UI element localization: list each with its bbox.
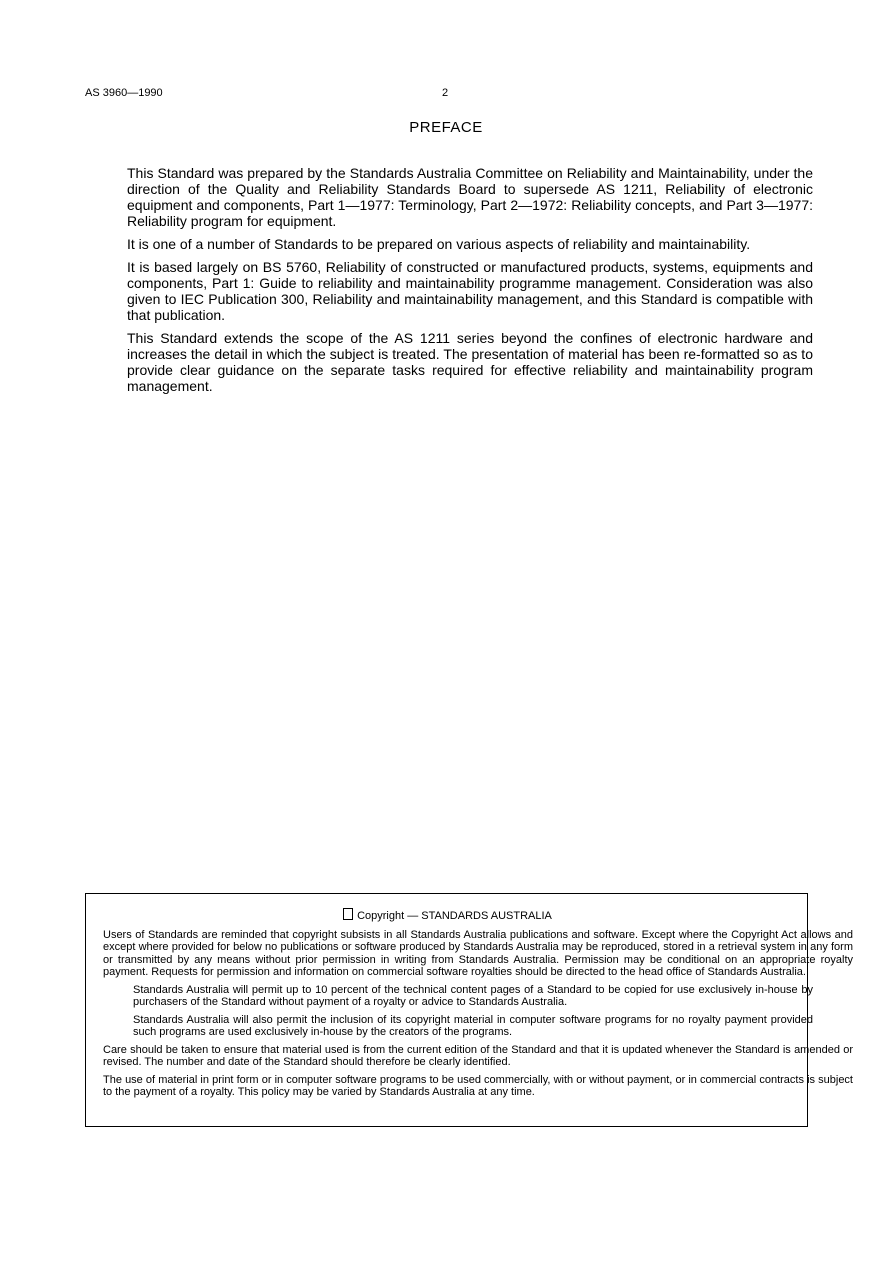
copyright-icon [343, 908, 353, 920]
preface-paragraph: This Standard extends the scope of the AS 1211 series beyond the confines of electronic hardware and increases the detail in which the subject is treated. The presentation of material has been re-formatted so as to provide clear guidance on the separate tasks required for effective reliability and maintainability program management. [127, 330, 813, 394]
copyright-paragraph: Care should be taken to ensure that material used is from the current edition of the Standard and that it is updated whenever the Standard is amended or revised. The number and date of the Standard should therefore be clearly identified. [103, 1043, 853, 1068]
preface-paragraph: It is based largely on BS 5760, Reliability of constructed or manufactured products, systems, equipments and components, Part 1: Guide to reliability and maintainability programme management. Consideration was also given to IEC Publication 300, Reliability and maintainability management, and this Standard is compatible with that publication. [127, 259, 813, 323]
preface-body [127, 165, 813, 401]
copyright-notice-content [103, 908, 853, 1104]
preface-paragraph: This Standard was prepared by the Standards Australia Committee on Reliability and Maintainability, under the direction of the Quality and Reliability Standards Board to supersede AS 1211, Reliability of electronic equipment and components, Part 1—1977: Terminology, Part 2—1972: Reliability concepts, and Part 3—1977: Reliability program for equipment. [127, 165, 813, 229]
copyright-title: Copyright — STANDARDS AUSTRALIA [357, 910, 552, 922]
page-number: 2 [442, 87, 449, 99]
copyright-indented-paragraph: Standards Australia will permit up to 10 percent of the technical content pages of a Standard to be copied for use exclusively in-house by purchasers of the Standard without payment of a royalty or advice to Standards Australia. [133, 983, 813, 1008]
copyright-notice-box [85, 893, 853, 1127]
document-number: AS 3960—1990 [85, 87, 163, 99]
copyright-indented-paragraph: Standards Australia will also permit the inclusion of its copyright material in computer software programs for no royalty payment provided such programs are used exclusively in-house by the creators of the programs. [133, 1013, 813, 1038]
copyright-paragraph: The use of material in print form or in computer software programs to be used commercially, with or without payment, or in commercial contracts is subject to the payment of a royalty. This policy may be varied by Standards Australia at any time. [103, 1073, 853, 1098]
preface-title: PREFACE [409, 119, 483, 136]
preface-paragraph: It is one of a number of Standards to be prepared on various aspects of reliability and maintainability. [127, 236, 751, 252]
copyright-paragraph: Users of Standards are reminded that copyright subsists in all Standards Australia publications and software. Except where the Copyright Act allows and except where provided for below no publications or software produced by Standards Australia may be reproduced, stored in a retrieval system in any form or transmitted by any means without prior permission in writing from Standards Australia. Permission may be conditional on an appropriate royalty payment. Requests for permission and information on commercial software royalties should be directed to the head office of Standards Australia. [103, 928, 853, 978]
copyright-title-line [86, 908, 809, 923]
